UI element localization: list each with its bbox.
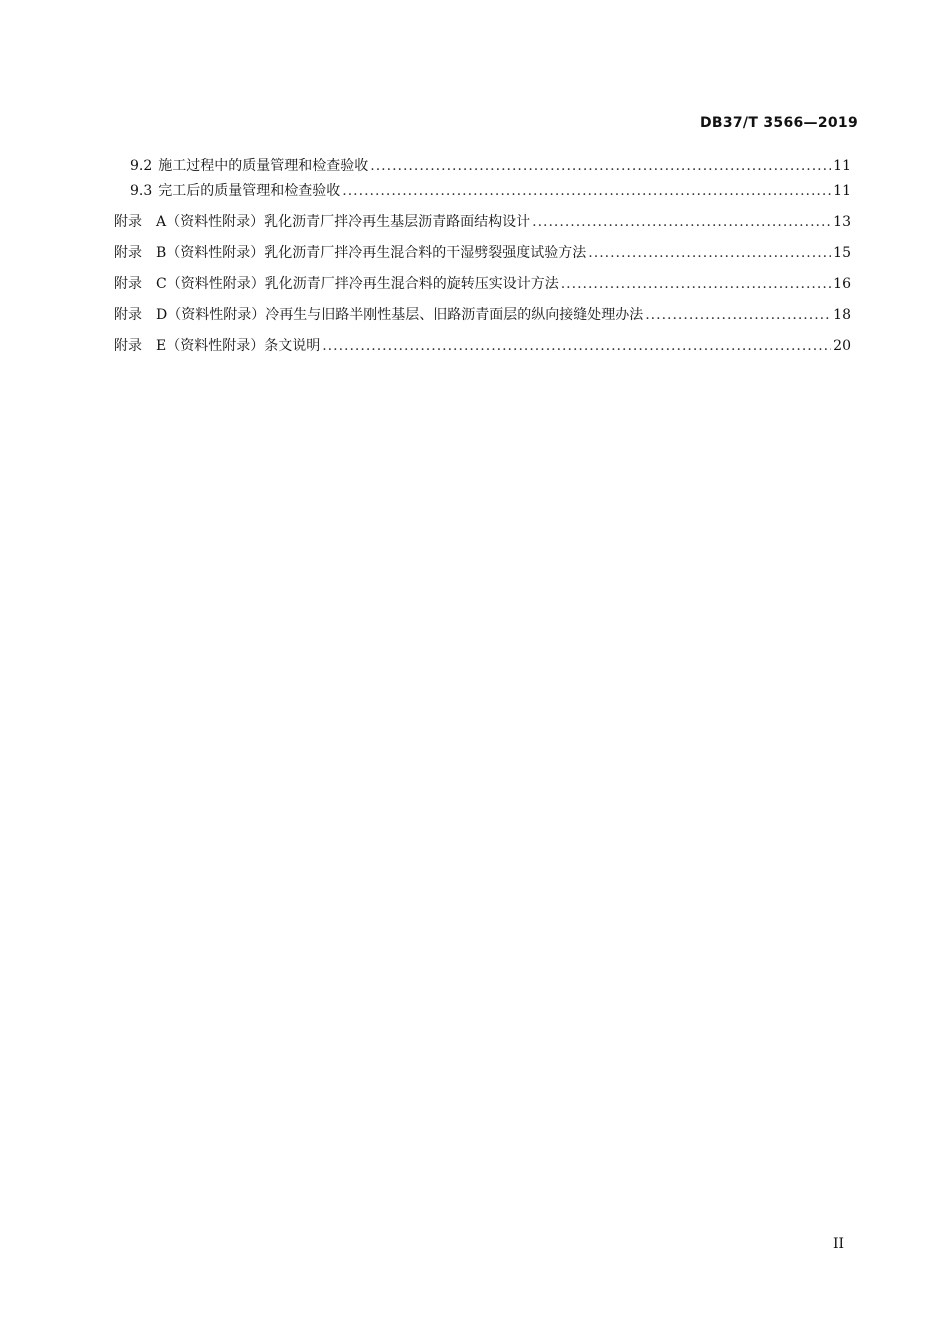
appendix-prefix: 录 [128,276,142,292]
toc-entry-appendix-c[interactable] [114,273,851,293]
appendix-prefix: 附 [114,214,128,230]
toc-title: 乳化沥青厂拌冷再生混合料的干湿劈裂强度试验方法 [264,245,587,261]
toc-page-number: 11 [833,158,851,174]
standard-code: DB37/T 3566—2019 [699,115,858,131]
toc-page-number: 11 [833,183,851,199]
toc-title: 乳化沥青厂拌冷再生混合料的旋转压实设计方法 [264,276,559,292]
toc-number: 9.3 [130,183,153,199]
toc-page-number: 20 [833,338,851,354]
appendix-type: （资料性附录） [166,245,265,261]
toc-leader-dots [532,214,831,230]
toc-page-number: 13 [833,214,851,230]
table-of-contents [114,155,851,366]
toc-title: 乳化沥青厂拌冷再生基层沥青路面结构设计 [264,214,531,230]
toc-page-number: 15 [833,245,851,261]
toc-title: 条文说明 [264,338,321,354]
toc-leader-dots [322,338,831,354]
appendix-prefix: 附 [114,307,128,323]
toc-title: 冷再生与旧路半刚性基层、旧路沥青面层的纵向接缝处理办法 [265,307,644,323]
appendix-type: （资料性附录） [166,214,265,230]
toc-title: 完工后的质量管理和检查验收 [158,183,341,199]
appendix-letter: D [156,307,168,323]
appendix-letter: B [156,245,167,261]
appendix-letter: E [156,338,167,354]
appendix-prefix: 附 [114,276,128,292]
toc-entry-9-3[interactable] [114,180,851,200]
appendix-prefix: 录 [128,245,142,261]
toc-leader-dots [645,307,831,323]
appendix-prefix: 录 [128,338,142,354]
appendix-prefix: 录 [128,307,142,323]
toc-page-number: 16 [833,276,851,292]
toc-number: 9.2 [130,158,153,174]
toc-entry-appendix-a[interactable] [114,211,851,231]
appendix-letter: A [156,214,167,230]
appendix-type: （资料性附录） [167,307,266,323]
footer-page-number: II [832,1236,844,1252]
toc-entry-appendix-e[interactable] [114,335,851,355]
appendix-prefix: 录 [128,214,142,230]
appendix-type: （资料性附录） [166,276,265,292]
appendix-prefix: 附 [114,338,128,354]
toc-page-number: 18 [833,307,851,323]
toc-leader-dots [342,183,831,199]
toc-entry-appendix-b[interactable] [114,242,851,262]
toc-entry-appendix-d[interactable] [114,304,851,324]
toc-leader-dots [561,276,831,292]
appendix-type: （资料性附录） [166,338,265,354]
toc-leader-dots [588,245,831,261]
toc-leader-dots [370,158,831,174]
appendix-prefix: 附 [114,245,128,261]
toc-entry-9-2[interactable] [114,155,851,175]
toc-title: 施工过程中的质量管理和检查验收 [158,158,369,174]
appendix-letter: C [156,276,167,292]
